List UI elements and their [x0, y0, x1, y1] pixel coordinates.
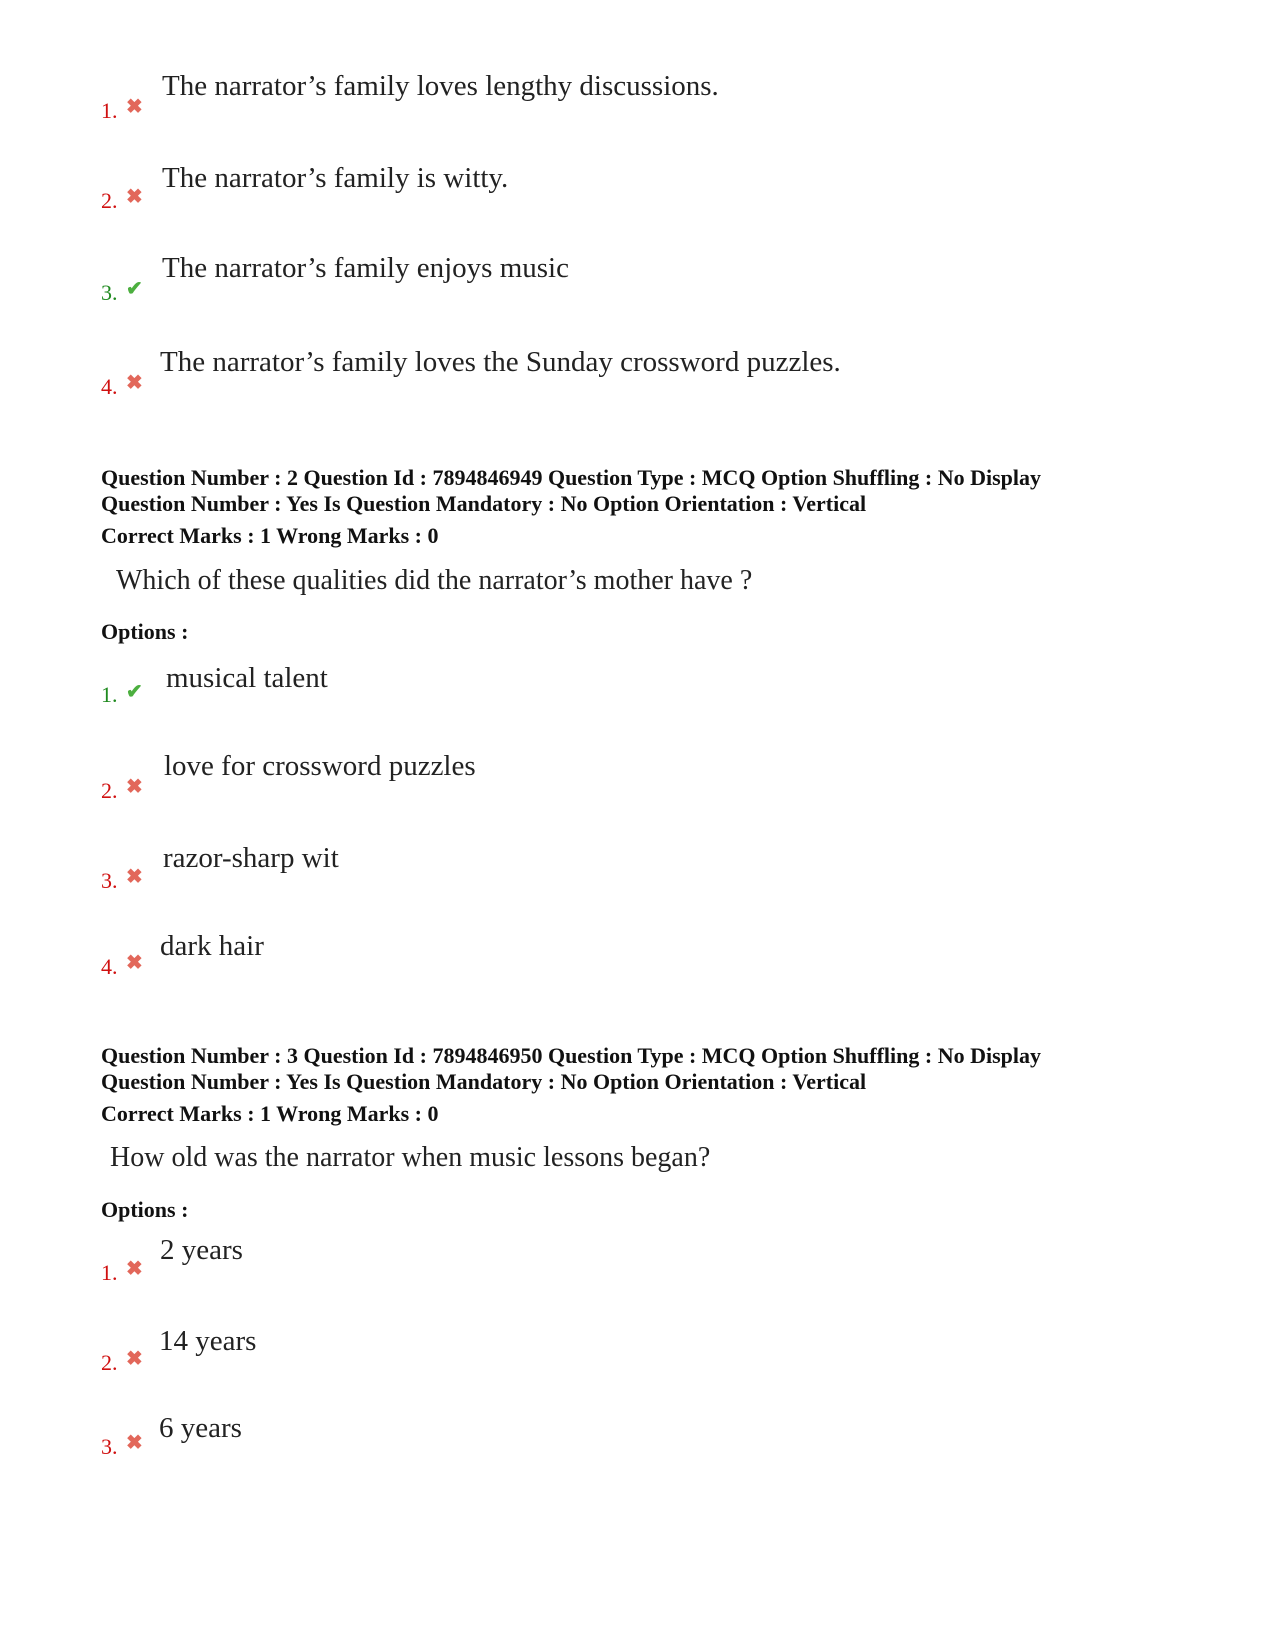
option-item	[0, 70, 1275, 130]
cross-icon: ✖	[126, 1348, 143, 1370]
option-item	[0, 930, 1275, 990]
option-item	[0, 346, 1275, 406]
question-meta-line2: Question Number : Yes Is Question Mandatory : No Option Orientation : Vertical	[101, 491, 867, 516]
option-text: The narrator’s family loves lengthy discussions.	[162, 70, 719, 102]
option-number: 1.	[101, 1260, 118, 1285]
options-label: Options :	[101, 619, 189, 644]
cross-icon: ✖	[126, 776, 143, 798]
question-meta-line2: Question Number : Yes Is Question Mandatory : No Option Orientation : Vertical	[101, 1069, 867, 1094]
option-text: The narrator’s family is witty.	[162, 162, 509, 194]
cross-icon: ✖	[126, 1432, 143, 1454]
question-meta-line1: Question Number : 2 Question Id : 7894846949 Question Type : MCQ Option Shuffling : No Display	[101, 465, 1042, 490]
option-number: 1.	[101, 682, 118, 707]
question-text: How old was the narrator when music lessons began?	[110, 1142, 711, 1173]
cross-icon: ✖	[126, 96, 143, 118]
option-number: 2.	[101, 1350, 118, 1375]
question-marks: Correct Marks : 1 Wrong Marks : 0	[101, 1101, 439, 1126]
option-item	[0, 750, 1275, 810]
question-meta-line1: Question Number : 3 Question Id : 7894846950 Question Type : MCQ Option Shuffling : No Display	[101, 1043, 1042, 1068]
option-number: 3.	[101, 280, 118, 305]
cross-icon: ✖	[126, 1258, 143, 1280]
options-label: Options :	[101, 1197, 189, 1222]
option-item	[0, 1412, 1275, 1472]
option-text: dark hair	[160, 930, 264, 962]
check-icon: ✔	[126, 681, 143, 703]
option-number: 3.	[101, 868, 118, 893]
option-text: The narrator’s family enjoys music	[162, 252, 569, 284]
option-number: 4.	[101, 374, 118, 399]
option-item	[0, 252, 1275, 312]
question-text: Which of these qualities did the narrator’s mother have ?	[116, 565, 753, 596]
option-text: The narrator’s family loves the Sunday crossword puzzles.	[160, 346, 841, 378]
option-item	[0, 842, 1275, 902]
option-item	[0, 662, 1275, 722]
option-number: 2.	[101, 188, 118, 213]
option-text: 6 years	[159, 1412, 242, 1444]
option-text: 14 years	[159, 1325, 257, 1357]
option-number: 4.	[101, 954, 118, 979]
option-item	[0, 1325, 1275, 1385]
option-text: musical talent	[166, 662, 328, 694]
cross-icon: ✖	[126, 866, 143, 888]
check-icon: ✔	[126, 278, 143, 300]
option-number: 2.	[101, 778, 118, 803]
option-item	[0, 1234, 1275, 1294]
option-text: 2 years	[160, 1234, 243, 1266]
option-text: love for crossword puzzles	[164, 750, 476, 782]
cross-icon: ✖	[126, 186, 143, 208]
cross-icon: ✖	[126, 952, 143, 974]
option-item	[0, 162, 1275, 222]
cross-icon: ✖	[126, 372, 143, 394]
question-marks: Correct Marks : 1 Wrong Marks : 0	[101, 523, 439, 548]
option-number: 3.	[101, 1434, 118, 1459]
option-text: razor-sharp wit	[163, 842, 339, 874]
option-number: 1.	[101, 98, 118, 123]
